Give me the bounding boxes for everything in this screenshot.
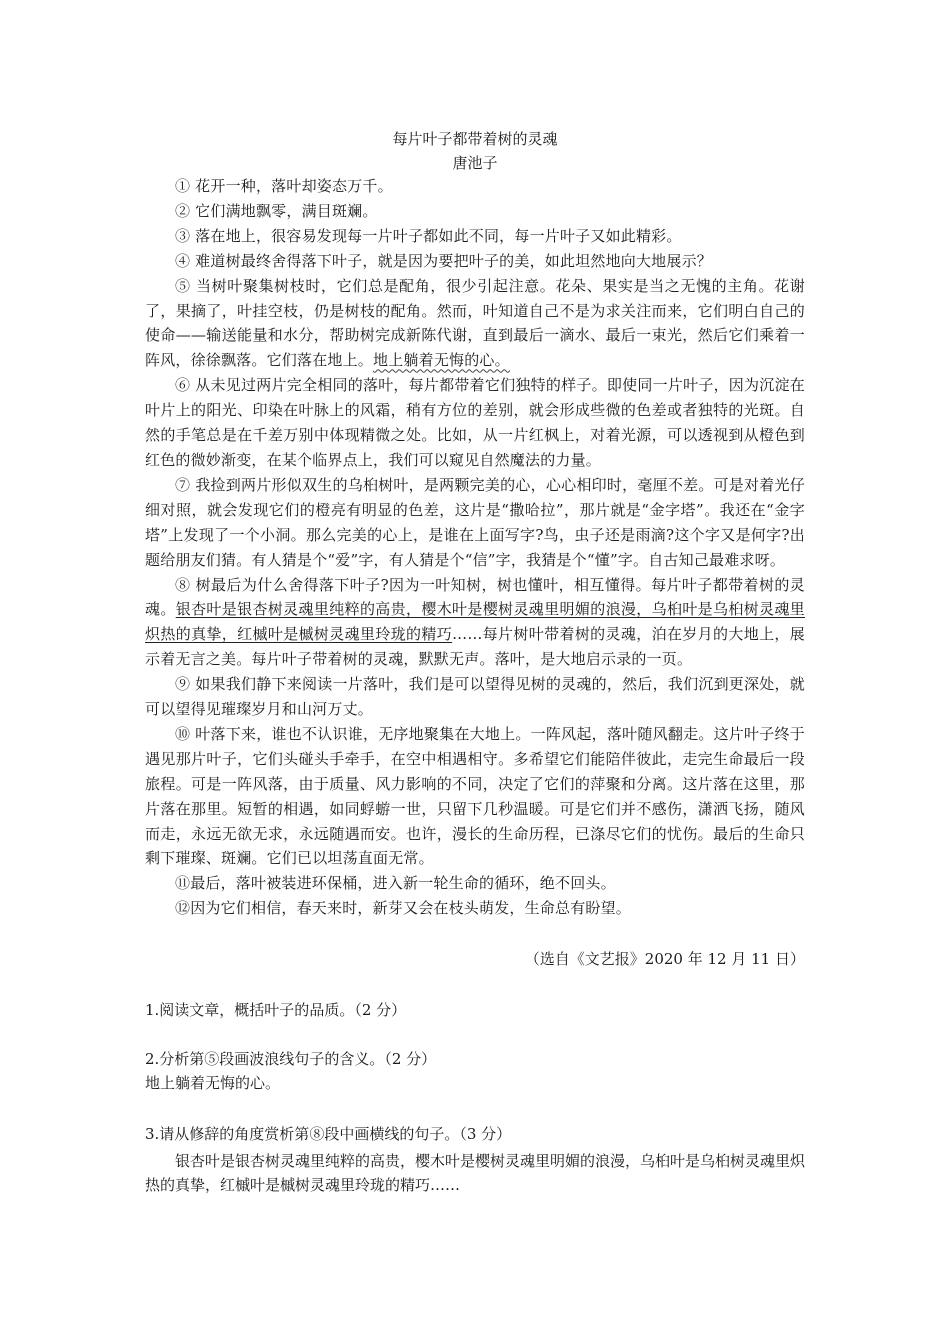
- paragraph-8-lead: ⑧ 树最后为什么舍得落下叶子?因为一叶知树，树也懂叶，相互懂得。每片叶子都带着树的灵魂。: [145, 575, 805, 619]
- question-3-text: 3.请从修辞的角度赏析第⑧段中画横线的句子。（3 分）: [145, 1125, 512, 1143]
- paragraph-4: ④ 难道树最终舍得落下叶子，就是因为要把叶子的美，如此坦然地向大地展示？: [175, 251, 712, 270]
- paragraph-5: [145, 274, 805, 374]
- article-body: [145, 174, 805, 921]
- paragraph-8: [145, 573, 805, 673]
- question-2: [145, 1047, 805, 1095]
- paragraph-12: ⑫因为它们相信，春天来时，新芽又会在枝头萌发，生命总有盼望。: [175, 899, 632, 918]
- paragraph-10: ⑩ 叶落下来，谁也不认识谁，无序地聚集在大地上。一阵风起，落叶随风翻走。这片叶子终于遇见那片叶子，它们头碰头手牵手，在空中相遇相守。多希望它们能陪伴彼此，走完生命最后一段旅程。可是一阵风落，由于质量、风力影响的不同，决定了它们的萍聚和分离。这片落在这里，那片落在那里。短暂的相遇，如同蜉蝣一世，只留下几秒温暖。可是它们并不感伤，潇洒飞扬，随风而走，永远无欲无求，永远随遇而安。也许，漫长的生命历程，已涤尽它们的忧伤。最后的生命只剩下璀璨、斑斓。它们已以坦荡直面无常。: [145, 724, 805, 868]
- article-source: （选自《文艺报》2020 年 12 月 11 日）: [524, 950, 805, 968]
- article-author: 唐池子: [452, 154, 498, 172]
- paragraph-1: ① 花开一种，落叶却姿态万千。: [175, 177, 393, 195]
- underlined-sentence: 银杏叶是银杏树灵魂里纯粹的高贵，樱木叶是樱树灵魂里明媚的浪漫，乌桕叶是乌桕树灵魂里炽热的真挚，红槭叶是槭树灵魂里玲珑的精巧: [145, 600, 805, 644]
- question-3: [145, 1122, 805, 1197]
- paragraph-3: ③ 落在地上，很容易发现每一片叶子都如此不同，每一片叶子又如此精彩。: [175, 226, 682, 245]
- article-title: 每片叶子都带着树的灵魂: [392, 130, 558, 148]
- question-2-quote: 地上躺着无悔的心。: [145, 1074, 281, 1092]
- wavy-underlined-sentence: 地上躺着无悔的心。: [373, 351, 510, 370]
- question-3-quote: 银杏叶是银杏树灵魂里纯粹的高贵，樱木叶是樱树灵魂里明媚的浪漫，乌桕叶是乌桕树灵魂里炽热的真挚，红槭叶是槭树灵魂里玲珑的精巧……: [145, 1152, 806, 1194]
- paragraph-9: ⑨ 如果我们静下来阅读一片落叶，我们是可以望得见树的灵魂的，然后，我们沉到更深处，就可以望得见璀璨岁月和山河万丈。: [145, 675, 805, 719]
- paragraph-11: ⑪最后，落叶被装进环保桶，进入新一轮生命的循环，绝不回头。: [175, 874, 616, 893]
- paragraph-5-text: ⑤ 当树叶聚集树枝时，它们总是配角，很少引起注意。花朵、果实是当之无愧的主角。花谢了，果摘了，叶挂空枝，仍是树枝的配角。然而，叶知道自己不是为求关注而来，它们明白自己的使命——输送能量和水分，帮助树完成新陈代谢，直到最后一滴水、最后一束光，然后它们乘着一阵风，徐徐飘落。它们落在地上。: [145, 276, 805, 370]
- paragraph-6: ⑥ 从未见过两片完全相同的落叶，每片都带着它们独特的样子。即使同一片叶子，因为沉淀在叶片上的阳光、印染在叶脉上的风霜，稍有方位的差别，就会形成些微的色差或者独特的光斑。自然的手笔总是在千差万别中体现精微之处。比如，从一片红枫上，对着光源，可以透视到从橙色到红色的微妙渐变，在某个临界点上，我们可以窥见自然魔法的力量。: [145, 376, 805, 469]
- paragraph-2: ② 它们满地飘零，满目斑斓。: [175, 201, 378, 220]
- question-1: [145, 998, 805, 1022]
- question-2-text: 2.分析第⑤段画波浪线句子的含义。（2 分）: [145, 1050, 437, 1068]
- question-1-text: 1.阅读文章，概括叶子的品质。（2 分）: [145, 1001, 407, 1019]
- paragraph-8-tail: ……每片树叶带着树的灵魂，泊在岁月的大地上，展示着无言之美。每片叶子带着树的灵魂，默默无声。落叶，是大地启示录的一页。: [145, 625, 805, 669]
- paragraph-7: ⑦ 我捡到两片形似双生的乌桕树叶，是两颗完美的心，心心相印时，毫厘不差。可是对着光仔细对照，就会发现它们的橙亮有明显的色差，这片是“撒哈拉”，那片就是“金字塔”。我还在“金字塔”上发现了一个小洞。那么完美的心上，是谁在上面写字?鸟，虫子还是雨滴?这个字又是何字?出题给朋友们猜。有人猜是个“爱”字，有人猜是个“信”字，我猜是个“懂”字。自古知己最难求呀。: [145, 475, 805, 569]
